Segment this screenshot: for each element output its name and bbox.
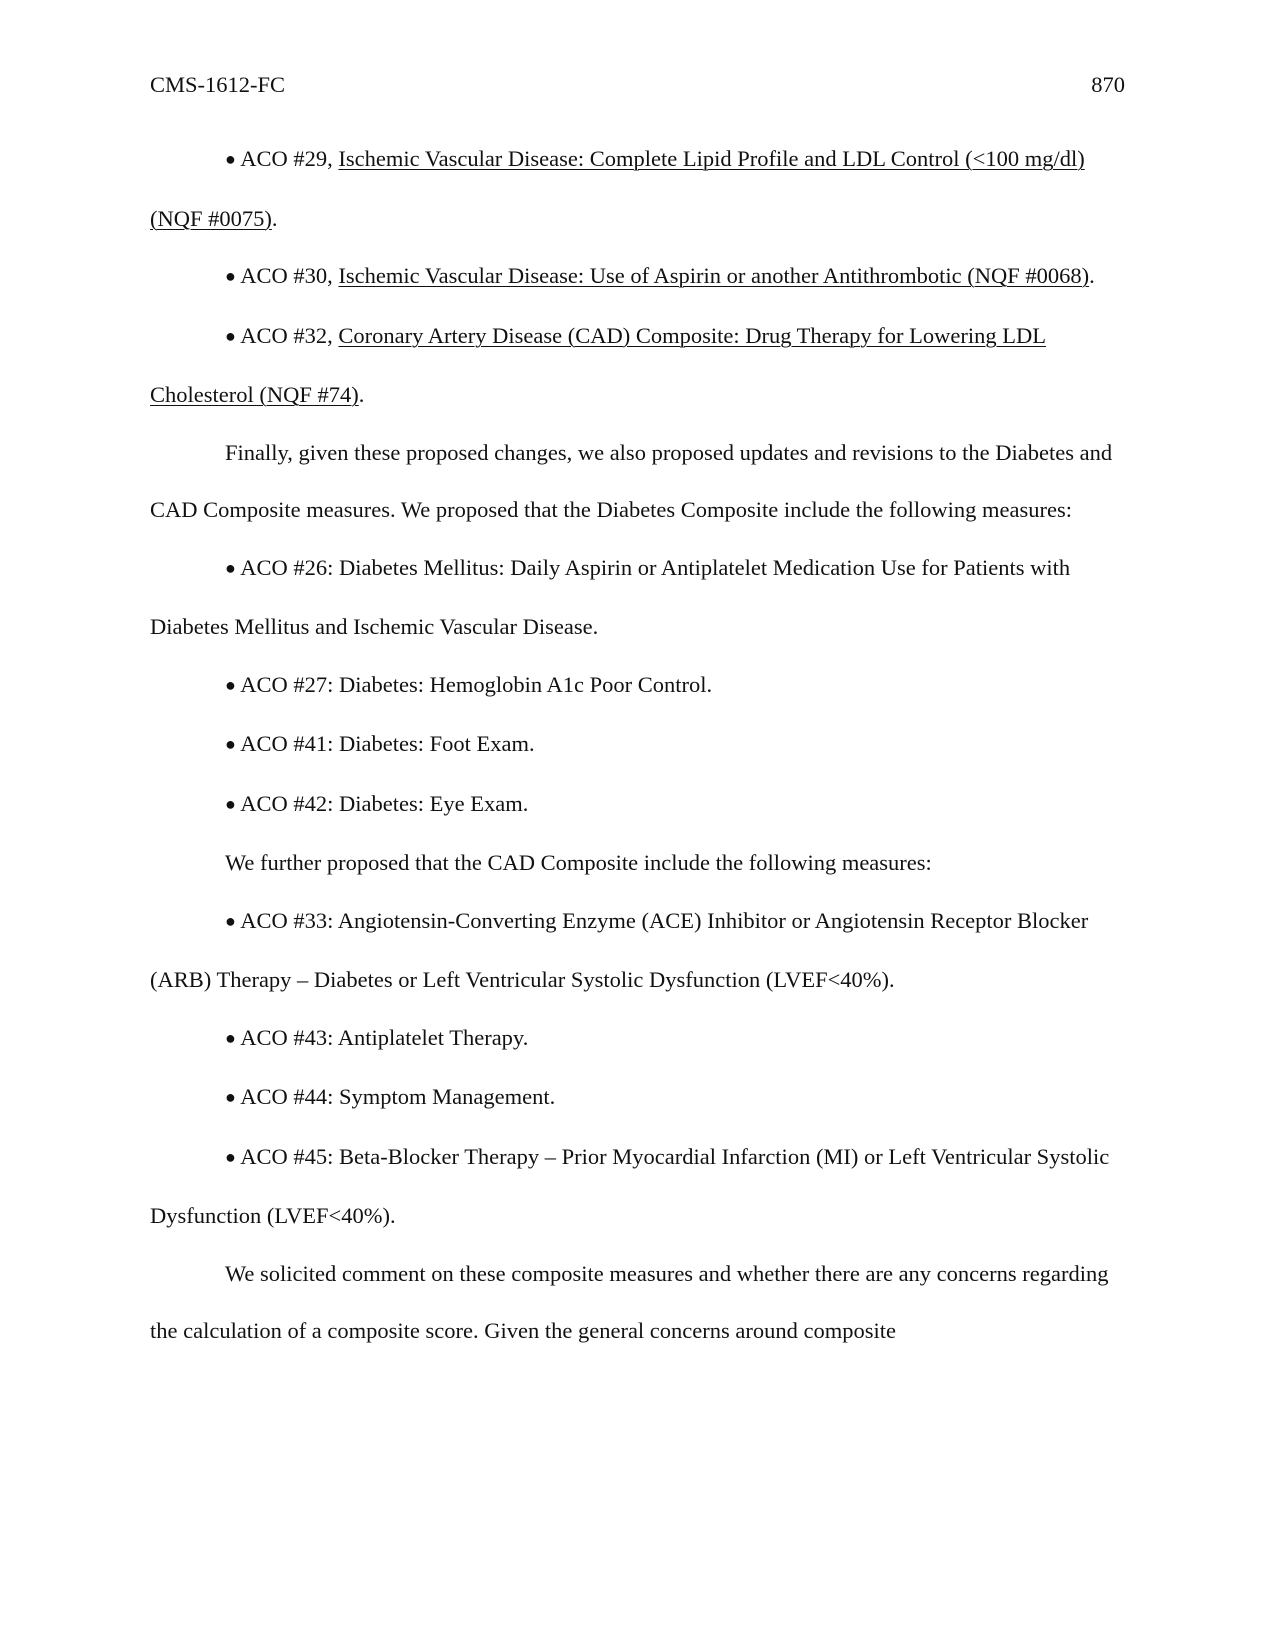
measure-bullet-aco-33 [150,892,1125,1009]
measure-id: ACO #29, [240,146,339,171]
measure-link[interactable]: Ischemic Vascular Disease: Complete Lipid Profile and LDL Control (<100 mg/dl) (NQF #0075) [150,146,1085,231]
paragraph-solicited-comment: We solicited comment on these composite measures and whether there are any concerns regarding the calculation of a composite score. Given the general concerns around composite [150,1260,1109,1343]
measure-bullet-aco-41 [150,715,1125,775]
measure-text: ACO #33: Angiotensin-Converting Enzyme (ACE) Inhibitor or Angiotensin Receptor Blocker (ARB) Therapy – Diabetes or Left Ventricular Systolic Dysfunction (LVEF<40%). [150,907,1089,992]
bullet-icon: ● [225,793,236,814]
bullet-icon: ● [225,149,236,169]
measure-bullet-aco-32 [150,307,1125,424]
measure-text: ACO #26: Diabetes Mellitus: Daily Aspirin or Antiplatelet Medication Use for Patients with Diabetes Mellitus and Ischemic Vascular Disease. [150,554,1071,639]
punctuation: . [358,382,365,407]
measure-bullet-aco-30 [150,247,1125,307]
measure-id: ACO #32, [240,322,339,348]
punctuation: . [271,205,278,231]
measure-link[interactable]: Ischemic Vascular Disease: Use of Aspirin or another Antithrombotic (NQF #0068) [338,263,1090,288]
measure-bullet-aco-27 [150,656,1125,716]
document-id: CMS-1612-FC [150,72,286,97]
measure-bullet-aco-45 [150,1128,1125,1245]
measure-bullet-aco-29 [150,130,1125,247]
bullet-icon: ● [225,557,236,578]
bullet-icon: ● [225,325,236,346]
measure-text: ACO #45: Beta-Blocker Therapy – Prior Myocardial Infarction (MI) or Left Ventricular Systolic Dysfunction (LVEF<40%). [150,1143,1110,1228]
measure-link[interactable]: Coronary Artery Disease (CAD) Composite: Drug Therapy for Lowering LDL Cholesterol (NQF #74) [150,322,1046,407]
paragraph-diabetes-composite: Finally, given these proposed changes, we also proposed updates and revisions to the Diabetes and CAD Composite measures. We proposed that the Diabetes Composite include the following measures: [150,439,1113,522]
measure-bullet-aco-42 [150,775,1125,835]
bullet-icon: ● [225,1087,236,1107]
measure-bullet-aco-26 [150,539,1125,656]
bullet-icon: ● [225,734,236,754]
measure-text: ACO #27: Diabetes: Hemoglobin A1c Poor Control. [240,671,713,697]
paragraph-cad-composite: We further proposed that the CAD Composite include the following measures: [225,850,932,875]
document-body [150,130,1125,1360]
measure-text: ACO #41: Diabetes: Foot Exam. [240,731,535,756]
measure-text: ACO #43: Antiplatelet Therapy. [240,1024,529,1050]
measure-bullet-aco-43 [150,1009,1125,1069]
bullet-icon: ● [225,910,236,931]
measure-id: ACO #30, [240,263,339,288]
punctuation: . [1089,263,1095,288]
page-number: 870 [1091,72,1125,97]
bullet-icon: ● [225,266,236,286]
bullet-icon: ● [225,674,236,695]
measure-text: ACO #42: Diabetes: Eye Exam. [240,790,529,816]
measure-bullet-aco-44 [150,1068,1125,1128]
page-header [150,72,1125,102]
bullet-icon: ● [225,1146,236,1167]
measure-text: ACO #44: Symptom Management. [240,1084,556,1109]
bullet-icon: ● [225,1027,236,1048]
